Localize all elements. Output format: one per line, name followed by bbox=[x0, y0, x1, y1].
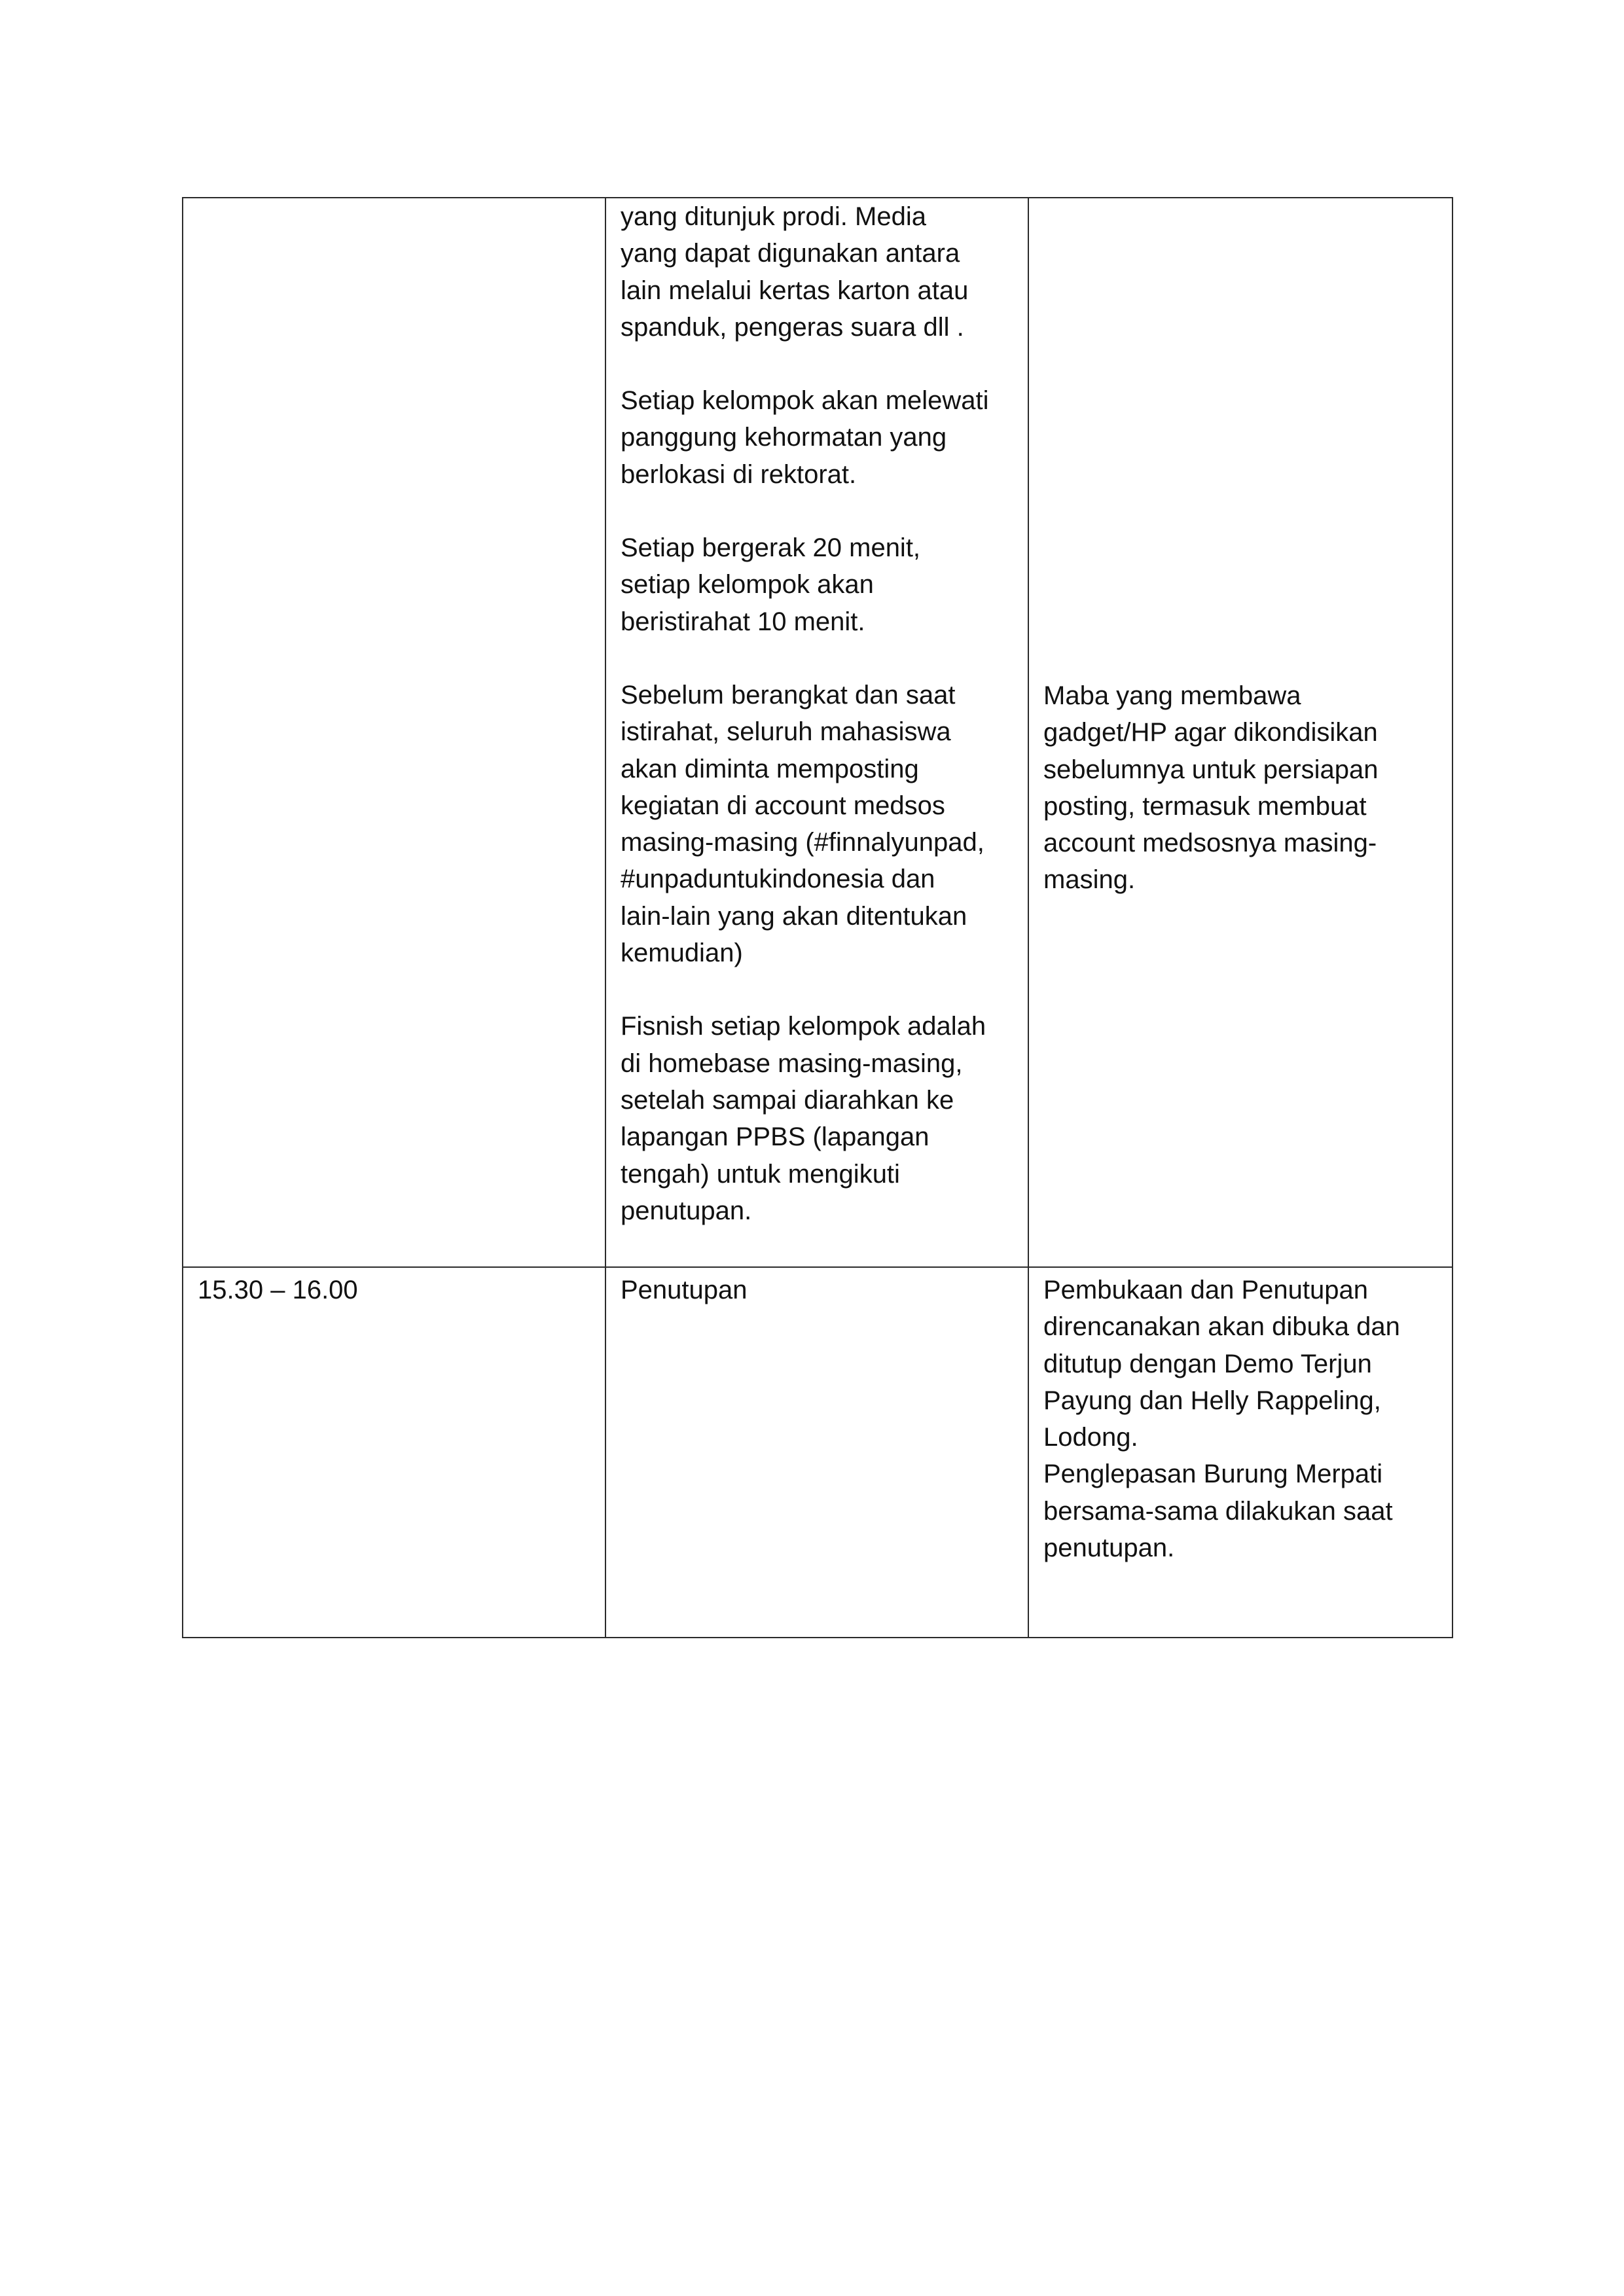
paragraph-gap bbox=[621, 971, 1013, 1008]
note-spacer bbox=[1043, 198, 1437, 677]
note-text: Pembukaan dan Penutupan direncanakan akan dibuka dan ditutup dengan Demo Terjun Payung dan Helly Rappeling, Lodong. Penglepasan Burung Merpati bersama-sama dilakukan saat penutupan. bbox=[1043, 1276, 1400, 1563]
time-cell bbox=[183, 1267, 605, 1638]
note-text: Maba yang membawa gadget/HP agar dikondisikan sebelumnya untuk persiapan posting, termasuk membuat account medsosnya masing- masing. bbox=[1043, 681, 1379, 895]
table-row bbox=[183, 1267, 1453, 1638]
paragraph-gap bbox=[621, 640, 1013, 677]
activity-cell bbox=[605, 1267, 1028, 1638]
time-cell bbox=[183, 198, 605, 1267]
table-row bbox=[183, 198, 1453, 1267]
activity-paragraph: Setiap bergerak 20 menit, setiap kelompok akan beristirahat 10 menit. bbox=[621, 533, 921, 636]
activity-cell bbox=[605, 198, 1028, 1267]
activity-text: Penutupan bbox=[621, 1276, 748, 1304]
activity-paragraph: Setiap kelompok akan melewati panggung kehormatan yang berlokasi di rektorat. bbox=[621, 386, 989, 489]
activity-paragraph: Sebelum berangkat dan saat istirahat, seluruh mahasiswa akan diminta memposting kegiatan di account medsos masing-masing (#finnalyunpad, #unpaduntukindonesia dan lain-lain yang akan ditentukan kemudian) bbox=[621, 680, 984, 968]
paragraph-gap bbox=[621, 493, 1013, 529]
activity-paragraph: Fisnish setiap kelompok adalah di homebase masing-masing, setelah sampai diarahkan ke lapangan PPBS (lapangan tengah) untuk mengikuti penutupan. bbox=[621, 1012, 986, 1225]
activity-paragraph: yang ditunjuk prodi. Media yang dapat digunakan antara lain melalui kertas karton atau spanduk, pengeras suara dll . bbox=[621, 202, 969, 342]
paragraph-gap bbox=[621, 346, 1013, 382]
time-text: 15.30 – 16.00 bbox=[198, 1276, 358, 1304]
schedule-table bbox=[182, 197, 1453, 1638]
note-cell bbox=[1028, 198, 1453, 1267]
note-cell bbox=[1028, 1267, 1453, 1638]
